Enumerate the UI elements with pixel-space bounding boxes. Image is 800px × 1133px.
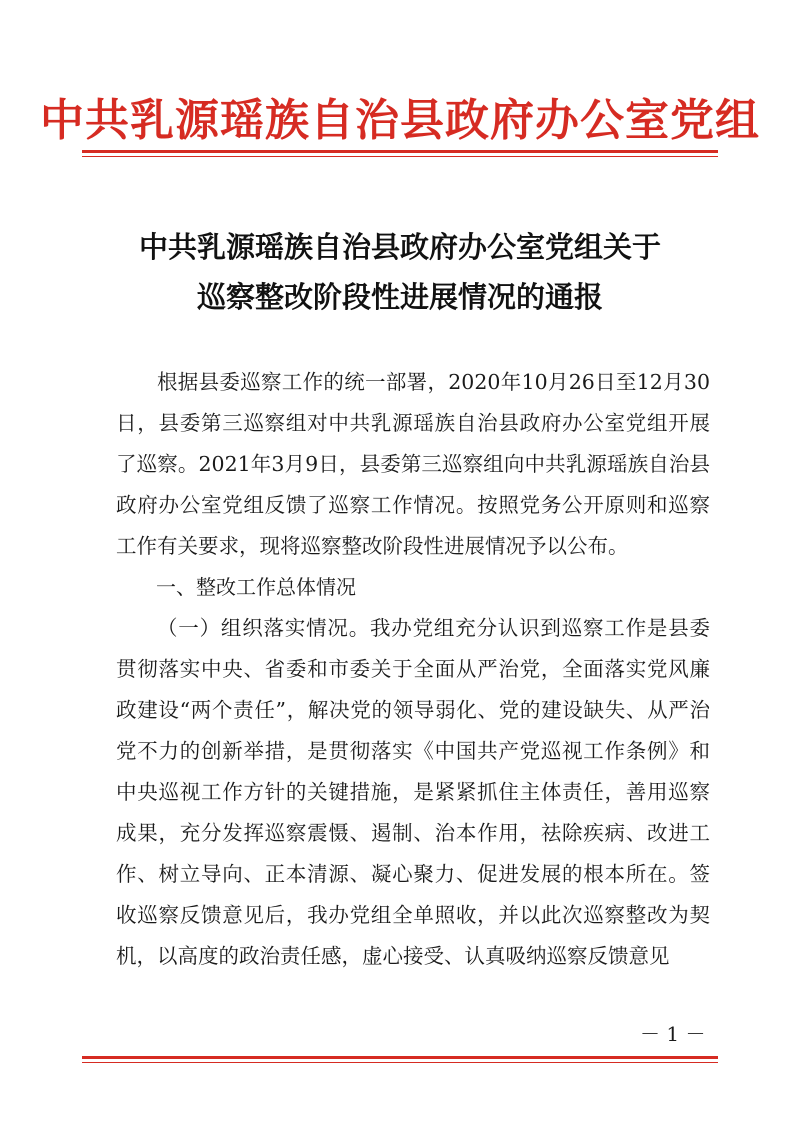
document-title bbox=[0, 222, 800, 322]
intro-paragraph: 根据县委巡察工作的统一部署，2020年10月26日至12月30日，县委第三巡察组对中共乳源瑶族自治县政府办公室党组开展了巡察。2021年3月9日，县委第三巡察组向中共乳源瑶族自治县政府办公室党组反馈了巡察工作情况。按照党务公开原则和巡察工作有关要求，现将巡察整改阶段性进展情况予以公布。 bbox=[116, 370, 710, 558]
title-line-1: 中共乳源瑶族自治县政府办公室党组关于 bbox=[138, 230, 661, 264]
title-line-2: 巡察整改阶段性进展情况的通报 bbox=[196, 280, 603, 314]
masthead-title: 中共乳源瑶族自治县政府办公室党组 bbox=[40, 95, 760, 146]
document-body bbox=[116, 362, 710, 977]
section-heading: 一、整改工作总体情况 bbox=[156, 575, 356, 599]
footer-divider bbox=[82, 1056, 718, 1063]
body-paragraph: （一）组织落实情况。我办党组充分认识到巡察工作是县委贯彻落实中央、省委和市委关于全面从严治党，全面落实党风廉政建设“两个责任”，解决党的领导弱化、党的建设缺失、从严治党不力的创新举措，是贯彻落实《中国共产党巡视工作条例》和中央巡视工作方针的关键措施，是紧紧抓住主体责任，善用巡察成果，充分发挥巡察震慑、遏制、治本作用，祛除疾病、改进工作、树立导向、正本清源、凝心聚力、促进发展的根本所在。签收巡察反馈意见后，我办党组全单照收，并以此次巡察整改为契机，以高度的政治责任感，虚心接受、认真吸纳巡察反馈意见 bbox=[116, 616, 710, 968]
page-number: － 1 － bbox=[640, 1022, 706, 1046]
masthead-divider bbox=[82, 150, 718, 157]
